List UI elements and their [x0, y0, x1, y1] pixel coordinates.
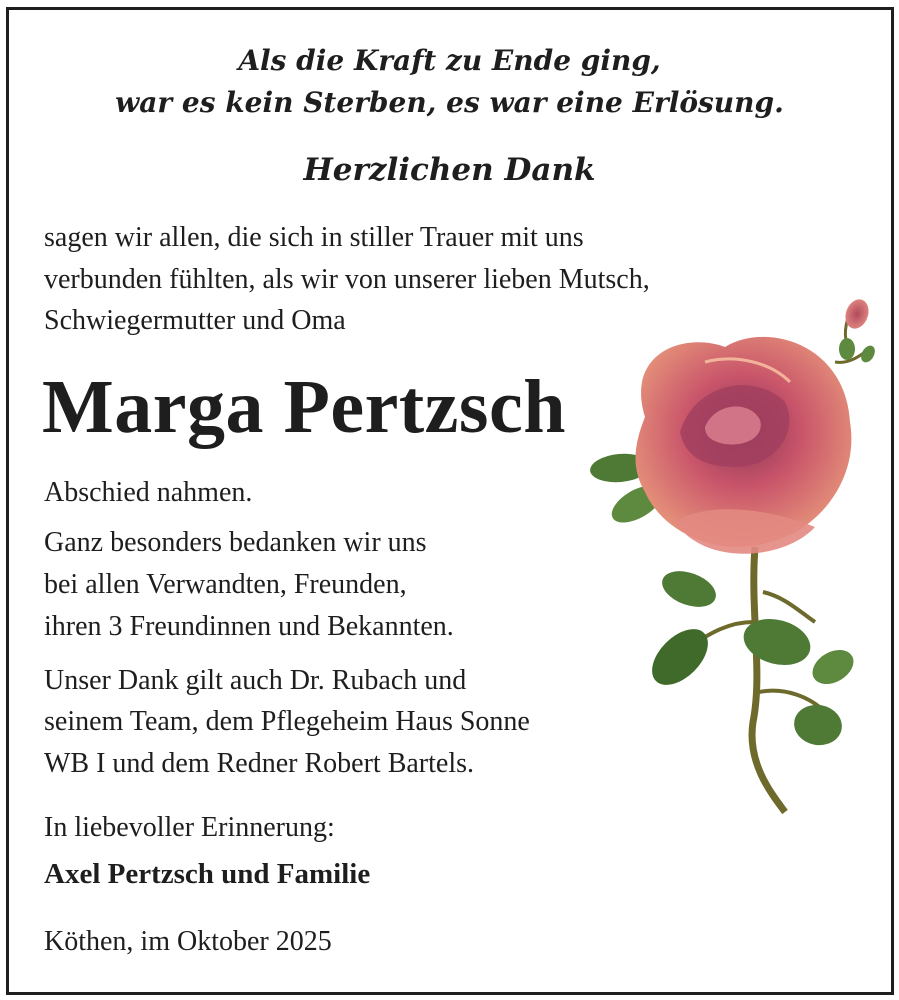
thanks-line-2: bei allen Verwandten, Freunden,: [44, 569, 407, 600]
leaf: [791, 701, 845, 749]
farewell-text: Abschied nahmen.: [44, 477, 253, 508]
intro-line-1: sagen wir allen, die sich in stiller Trauer mit uns: [44, 222, 584, 253]
thanks2-line-3: WB I und dem Redner Robert Bartels.: [44, 748, 475, 779]
motto-line-2: war es kein Sterben, es war eine Erlösung.: [115, 86, 784, 119]
leaf: [806, 643, 859, 691]
place-date: Köthen, im Oktober 2025: [44, 926, 332, 957]
thanks2-line-2: seinem Team, dem Pflegeheim Haus Sonne: [44, 706, 530, 737]
intro-line-2: verbunden fühlten, als wir von unserer lieben Mutsch,: [44, 264, 650, 295]
bud-sepal: [839, 338, 855, 360]
leaf: [657, 564, 721, 613]
deceased-name: Marga Pertzsch: [42, 365, 566, 449]
motto-line-1: Als die Kraft zu Ende ging,: [238, 44, 661, 77]
rose-illustration: [585, 292, 875, 817]
thanks-line-1: Ganz besonders bedanken wir uns: [44, 527, 427, 558]
leaf: [642, 619, 718, 695]
stem-branch-right: [763, 592, 815, 622]
signature: Axel Pertzsch und Familie: [44, 858, 371, 890]
thanks-line-3: ihren 3 Freundinnen und Bekannten.: [44, 611, 454, 642]
closing-text: In liebevoller Erinnerung:: [44, 812, 335, 843]
thanks2-line-1: Unser Dank gilt auch Dr. Rubach und: [44, 665, 467, 696]
rose-stem: [752, 547, 785, 812]
intro-line-3: Schwiegermutter und Oma: [44, 305, 346, 336]
heading-thanks: Herzlichen Dank: [303, 152, 596, 188]
